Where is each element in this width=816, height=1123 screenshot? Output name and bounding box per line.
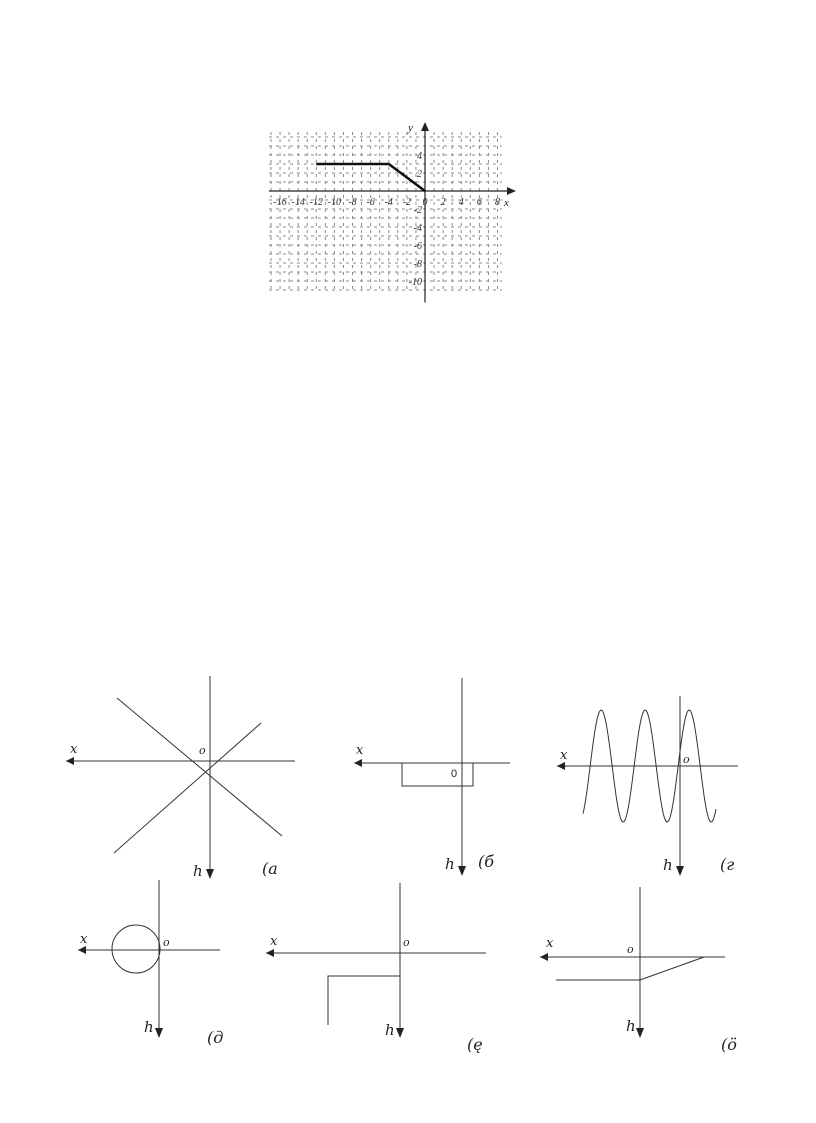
y-tick-label: 2: [417, 169, 422, 180]
x-tick-label: -2: [402, 197, 412, 208]
sketch-c: [557, 696, 738, 876]
x-tick-label: -10: [327, 197, 342, 208]
y-tick-label: -8: [413, 259, 422, 270]
x-tick-label: 8: [494, 197, 500, 208]
x-tick-label: -6: [366, 197, 375, 208]
x-axis-label: x: [560, 748, 568, 763]
y-axis-label: y: [408, 122, 413, 134]
x-tick-label: -16: [273, 197, 287, 208]
h-axis-label: h: [626, 1017, 636, 1035]
x-tick-label: -4: [384, 197, 393, 208]
sketch-f: [540, 887, 737, 1054]
x-arrow-icon: [557, 762, 565, 770]
h-arrow-icon: [396, 1028, 404, 1038]
x-arrow-icon: [78, 946, 86, 954]
x-axis-label: x: [356, 743, 364, 758]
x-tick-label: 4: [458, 197, 464, 208]
origin-label: o: [199, 744, 206, 757]
x-arrow-icon: [354, 759, 362, 767]
sketch-caption: (а: [262, 859, 278, 878]
y-tick-label: -4: [413, 223, 422, 234]
x-tick-label: -12: [309, 197, 323, 208]
h-axis-label: h: [144, 1018, 154, 1036]
x-tick-label: -14: [291, 197, 305, 208]
x-axis-label: x: [80, 932, 88, 947]
broken-line: [556, 957, 704, 980]
sketch-e: [266, 883, 486, 1054]
y-tick-label: 4: [417, 151, 422, 162]
chart-grid: [269, 132, 502, 291]
sketch-caption: (ę: [467, 1035, 483, 1054]
line-chart: [269, 122, 516, 303]
h-axis-label: h: [193, 862, 203, 880]
step-line: [328, 976, 400, 1025]
y-tick-label: -10: [408, 277, 422, 288]
h-axis-label: h: [663, 856, 673, 874]
origin-label: o: [403, 936, 410, 949]
h-axis-label: h: [445, 855, 455, 873]
sketch-d: [78, 880, 223, 1047]
x-axis-label: x: [504, 197, 509, 209]
h-arrow-icon: [676, 866, 684, 876]
h-arrow-icon: [155, 1028, 163, 1038]
x-axis-arrow-icon: [507, 187, 516, 195]
sketch-caption: (б: [478, 852, 495, 871]
origin-label: 0: [451, 768, 458, 780]
y-tick-label: -2: [413, 205, 422, 216]
y-tick-label: -6: [413, 241, 422, 252]
x-arrow-icon: [66, 757, 74, 765]
x-tick-label: 6: [476, 197, 482, 208]
h-arrow-icon: [206, 869, 214, 879]
x-axis-label: x: [270, 934, 278, 949]
sketch-caption: (г: [720, 855, 735, 874]
x-tick-label: -8: [348, 197, 357, 208]
circle-shape: [112, 925, 160, 973]
y-axis-arrow-icon: [421, 122, 429, 131]
x-axis-label: x: [70, 742, 78, 757]
origin-label: o: [627, 943, 634, 956]
x-tick-label: 2: [440, 197, 446, 208]
sketch-b: [354, 678, 510, 876]
sketch-a: [66, 676, 295, 880]
origin-label: o: [163, 936, 170, 949]
chart-axes: [269, 122, 516, 303]
origin-label: o: [683, 753, 690, 766]
x-tick-label: 0: [422, 197, 428, 208]
h-arrow-icon: [636, 1028, 644, 1038]
h-arrow-icon: [458, 866, 466, 876]
x-axis-label: x: [546, 936, 554, 951]
crossing-line-2: [114, 723, 261, 853]
h-axis-label: h: [385, 1021, 395, 1039]
sketch-caption: (ӧ: [721, 1035, 737, 1054]
crossing-line-1: [117, 698, 282, 836]
x-arrow-icon: [540, 953, 548, 961]
sketch-caption: (д: [207, 1028, 224, 1047]
x-arrow-icon: [266, 949, 274, 957]
